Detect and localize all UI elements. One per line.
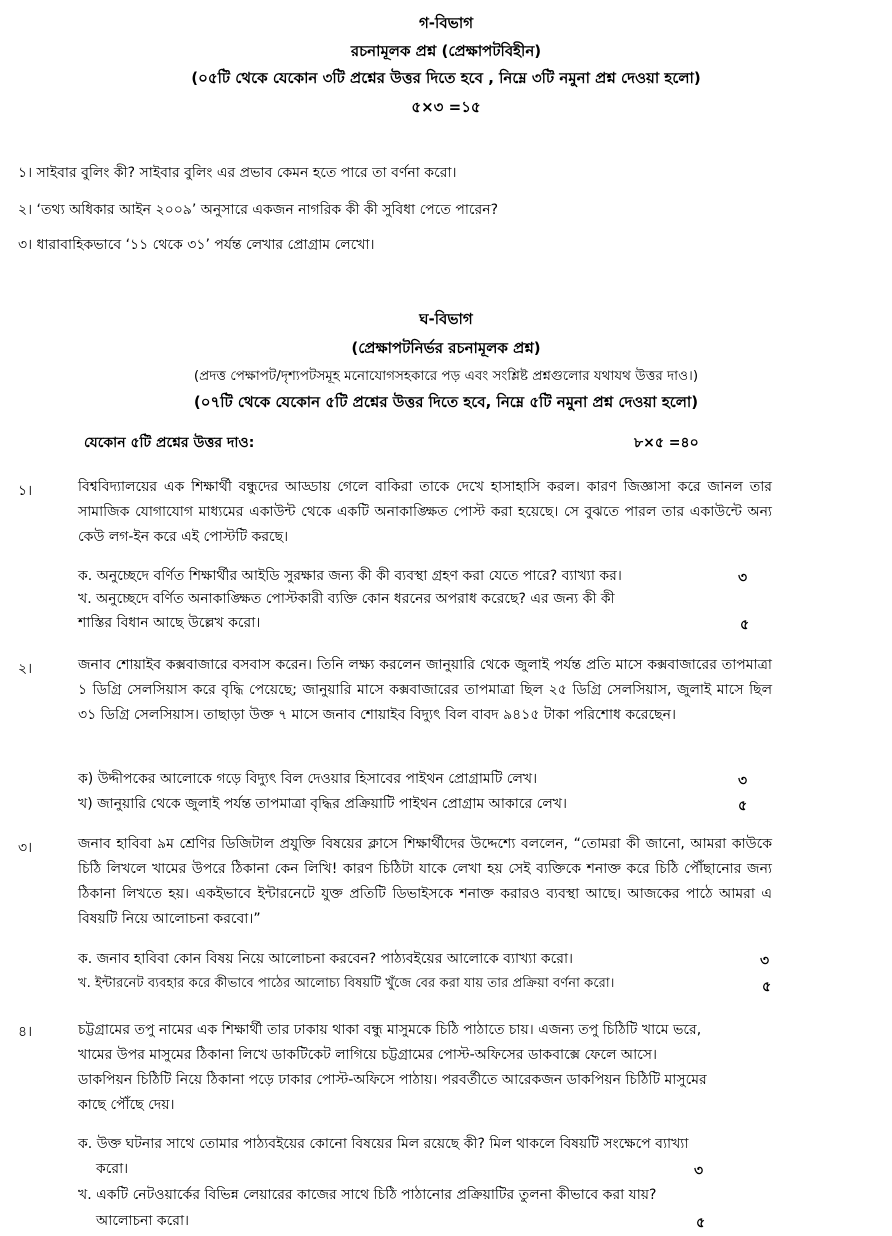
q2-number: ২। <box>18 661 33 677</box>
q4-part-b-mark: ৫ <box>696 1215 706 1231</box>
section-ga-subtitle: রচনামূলক প্রশ্ন (প্রেক্ষাপটবিহীন) <box>350 42 542 60</box>
q4-stem-line2: খামের উপর মাসুমের ঠিকানা লিখে ডাকটিকেট লাগিয়ে চট্টগ্রামের পোস্ট-অফিসের ডাকবাক্সে ফেলে আসে। <box>78 1047 658 1063</box>
q4-stem-line3: ডাকপিয়ন চিঠিটি নিয়ে ঠিকানা পড়ে ঢাকার পোস্ট-অফিসে পাঠায়। পরবর্তীতে আরেকজন ডাকপিয়ন চিঠিটি মাসুমের <box>78 1072 707 1088</box>
q4-stem-line1: চট্টগ্রামের তপু নামের এক শিক্ষার্থী তার ঢাকায় থাকা বন্ধু মাসুমকে চিঠি পাঠাতে চায়। এজন্য তপু চিঠিটি খামে ভরে, <box>78 1022 702 1038</box>
q3-part-b-mark: ৫ <box>762 979 772 995</box>
q4-part-a-mark: ৩ <box>694 1163 704 1179</box>
q3-stem: জনাব হাবিবা ৯ম শ্রেণির ডিজিটাল প্রযুক্তি বিষয়ের ক্লাসে শিক্ষার্থীদের উদ্দেশ্যে বললেন, “তোমরা কী জানো, আমরা কাউকে চিঠি লিখলে খামের উপরে ঠিকানা কেন লিখি! কারণ চিঠিটা যাকে লেখা হয় সেই ব্যক্তিকে শনাক্ত করে চিঠি পৌঁছানোর জন্য ঠিকানা লিখতে হয়। একইভাবে ইন্টারনেটে যুক্ত প্রতিটি ডিভাইসকে শনাক্ত করারও ব্যবস্থা আছে। আজকের পাঠে আমরা এ বিষয়টি নিয়ে আলোচনা করবো।” <box>78 836 772 927</box>
q4-number: ৪। <box>18 1024 33 1040</box>
section-ga-heading: গ-বিভাগ <box>418 14 474 32</box>
q1-part-b-line2: শাস্তির বিধান আছে উল্লেখ করো। <box>78 615 261 631</box>
q2-part-a: ক) উদ্দীপকের আলোকে গড়ে বিদ্যুৎ বিল দেওয়ার হিসাবের পাইথন প্রোগ্রামটি লেখ। <box>78 771 538 787</box>
section-gha-instruction: (০৭টি থেকে যেকোন ৫টি প্রশ্নের উত্তর দিতে হবে, নিম্নে ৫টি নমুনা প্রশ্ন দেওয়া হলো) <box>193 393 699 411</box>
section-ga-marks: ৫×৩ =১৫ <box>411 98 481 116</box>
q1-number: ১। <box>18 483 33 499</box>
q2-part-b: খ) জানুয়ারি থেকে জুলাই পর্যন্ত তাপমাত্রা বৃদ্ধির প্রক্রিয়াটি পাইথন প্রোগ্রাম আকারে লেখ। <box>78 796 567 812</box>
q3-part-b: খ. ইন্টারনেট ব্যবহার করে কীভাবে পাঠের আলোচ্য বিষয়টি খুঁজে বের করা যায় তার প্রক্রিয়া বর্ণনা করো। <box>78 976 615 991</box>
q4-part-b-line1: খ. একটি নেটওয়ার্কের বিভিন্ন লেয়ারের কাজের সাথে চিঠি পাঠানোর প্রক্রিয়াটির তুলনা কীভাবে করা যায়? <box>78 1187 657 1203</box>
answer-prompt: যেকোন ৫টি প্রশ্নের উত্তর দাও: <box>84 435 255 451</box>
section-ga-instruction: (০৫টি থেকে যেকোন ৩টি প্রশ্নের উত্তর দিতে হবে , নিম্নে ৩টি নমুনা প্রশ্ন দেওয়া হলো) <box>191 69 701 87</box>
ga-question-3: ৩। ধারাবাহিকভাবে ‘১১ থেকে ৩১’ পর্যন্ত লেখার প্রোগ্রাম লেখো। <box>18 237 375 253</box>
q4-part-b-line2: আলোচনা করো। <box>96 1213 190 1229</box>
section-gha-subtitle: (প্রেক্ষাপটনির্ভর রচনামূলক প্রশ্ন) <box>351 339 541 357</box>
q1-stem: বিশ্ববিদ্যালয়ের এক শিক্ষার্থী বন্ধুদের আড্ডায় গেলে বাকিরা তাকে দেখে হাসাহাসি করল। কারণ জিজ্ঞাসা করে জানল তার সামাজিক যোগাযোগ মাধ্যমের একাউন্ট থেকে একটি অনাকাঙ্ক্ষিত পোস্ট করা হয়েছে। সে বুঝতে পারল তার একাউন্টে অন্য কেউ লগ-ইন করে এই পোস্টটি করছে। <box>78 479 772 545</box>
q4-stem-line4: কাছে পৌঁছে দেয়। <box>78 1097 175 1113</box>
q1-part-a: ক. অনুচ্ছেদে বর্ণিত শিক্ষার্থীর আইডি সুরক্ষার জন্য কী কী ব্যবস্থা গ্রহণ করা যেতে পারে? ব্যাখ্যা কর। <box>78 568 622 584</box>
q3-number: ৩। <box>18 840 33 856</box>
section-gha-heading: ঘ-বিভাগ <box>419 310 473 328</box>
q3-part-a: ক. জনাব হাবিবা কোন বিষয় নিয়ে আলোচনা করবেন? পাঠ্যবইয়ের আলোকে ব্যাখ্যা করো। <box>78 951 574 967</box>
q2-part-a-mark: ৩ <box>738 773 748 789</box>
ga-question-2: ২। ‘তথ্য অধিকার আইন ২০০৯’ অনুসারে একজন নাগরিক কী কী সুবিধা পেতে পারেন? <box>18 202 499 218</box>
q1-part-b-line1: খ. অনুচ্ছেদে বর্ণিত অনাকাঙ্ক্ষিত পোস্টকারী ব্যক্তি কোন ধরনের অপরাধ করেছে? এর জন্য কী কী <box>78 591 615 607</box>
q2-stem: জনাব শোয়াইব কক্সবাজারে বসবাস করেন। তিনি লক্ষ্য করলেন জানুয়ারি থেকে জুলাই পর্যন্ত প্রতি মাসে কক্সবাজারের তাপমাত্রা ১ ডিগ্রি সেলসিয়াস করে বৃদ্ধি পেয়েছে; জানুয়ারি মাসে কক্সবাজারের তাপমাত্রা ছিল ২৫ ডিগ্রি সেলসিয়াস, জুলাই মাসে ছিল ৩১ ডিগ্রি সেলসিয়াস। তাছাড়া উক্ত ৭ মাসে জনাব শোয়াইব বিদ্যুৎ বিল বাবদ ৯৪১৫ টাকা পরিশোধ করেছেন। <box>78 657 772 723</box>
q4-part-a-line2: করো। <box>96 1161 129 1177</box>
q1-part-b-mark: ৫ <box>740 617 750 633</box>
q1-part-a-mark: ৩ <box>738 570 748 586</box>
ga-question-1: ১। সাইবার বুলিং কী? সাইবার বুলিং এর প্রভাব কেমন হতে পারে তা বর্ণনা করো। <box>18 165 457 181</box>
section-gha-marks: ৮×৫ =৪০ <box>634 435 699 451</box>
section-gha-note: (প্রদত্ত পেক্ষাপট/দৃশ্যপটসমূহ মনোযোগসহকারে পড় এবং সংশ্লিষ্ট প্রশ্নগুলোর যথাযথ উত্তর দাও।) <box>193 368 699 384</box>
q2-part-b-mark: ৫ <box>738 798 748 814</box>
q4-part-a-line1: ক. উক্ত ঘটনার সাথে তোমার পাঠ্যবইয়ের কোনো বিষয়ের মিল রয়েছে কী? মিল থাকলে বিষয়টি সংক্ষেপে ব্যাখ্যা <box>78 1136 689 1152</box>
q3-part-a-mark: ৩ <box>760 953 770 969</box>
